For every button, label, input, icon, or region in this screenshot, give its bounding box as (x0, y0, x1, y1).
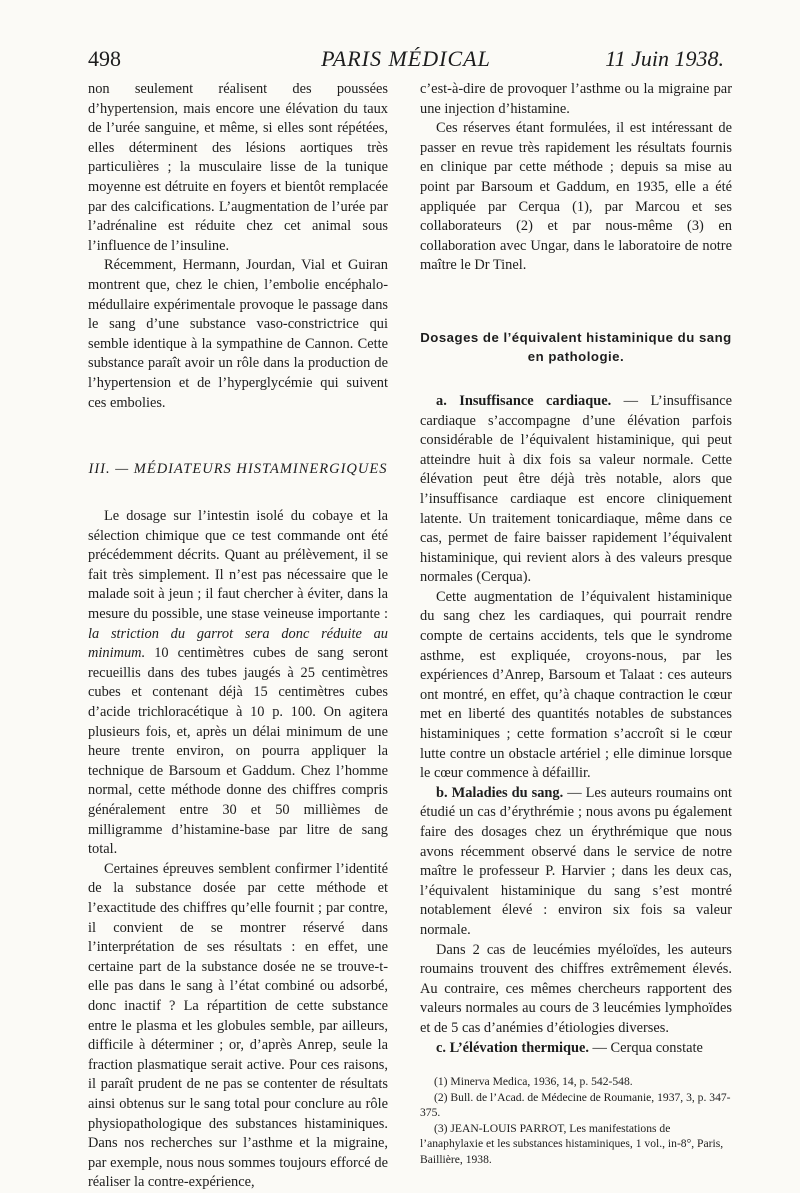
paragraph: c’est-à-dire de provoquer l’asthme ou la migraine par une injection d’histamine. (420, 81, 732, 117)
running-header (88, 44, 724, 80)
paragraph: Cette augmentation de l’équivalent histaminique du sang chez les cardiaques, qui pourrait rendre compte de certains accidents, tels que le syndrome asthme, est expliquée, croyons-nous, par les expériences d’Anrep, Barsoum et Talaat : ces auteurs ont montré, en effet, qu’à chaque contraction le cœur met en liberté des quantités notables de substances histaminiques ; cette formation s’accroît si le cœur lutte contre un obstacle artériel ; elle diminue lorsque le cœur commence à défaillir. (420, 588, 732, 782)
right-column (420, 80, 732, 1167)
paragraph: Récemment, Hermann, Jourdan, Vial et Guiran montrent que, chez le chien, l’embolie encéphalo-médullaire expérimentale provoque le passage dans le sang d’une substance vaso-constrictrice qui semble identique à la sympathine de Cannon. Cette substance paraît avoir un rôle dans la production de l’hypertension et de l’hyperglycémie qui suivent ces embolies. (88, 257, 388, 411)
footnote: (2) Bull. de l’Acad. de Médecine de Roumanie, 1937, 3, p. 347-375. (420, 1090, 731, 1120)
paragraph-text: 10 centimètres cubes de sang seront recueillis dans des tubes jaugés à 25 centimètres cubes et contenant déjà 15 centimètres cubes d’acide trichloracétique à 10 p. 100. On agitera plusieurs fois, et, après un délai minimum de une heure trente environ, on pourra appliquer la technique de Barsoum et Gaddum. Chez l’homme normal, cette méthode donne des chiffres compris généralement entre 30 et 50 millièmes de milligramme d’histamine-base par litre de sang total. (88, 645, 388, 858)
paragraph (88, 507, 388, 860)
item-lead: a. Insuffisance cardiaque. (436, 392, 612, 409)
journal-title: PARIS MÉDICAL (321, 46, 491, 71)
page-number: 498 (88, 46, 121, 71)
paragraph-text: — Cerqua constate (588, 1039, 703, 1056)
issue-date: 11 Juin 1938. (605, 46, 724, 71)
paragraph-text: — Les auteurs roumains ont étudié un cas d’érythrémie ; nous avons pu également faire des dosages chez un érythrémique que nous avons récemment observé dans le service de notre maître le professeur P. Harvier ; dans les deux cas, l’équivalent histaminique du sang s’est montré notablement élevé : environ six fois sa valeur normale. (420, 784, 732, 938)
paragraph (420, 392, 732, 588)
paragraph-text: Le dosage sur l’intestin isolé du cobaye et la sélection chimique que ce test commande ont été précédemment décrits. Quant au prélèvement, il se fait très simplement. Il n’est pas nécessaire que le malade soit à jeun ; il faut chercher à éviter, dans la mesure du possible, une stase veineuse importante : (88, 508, 388, 623)
paragraph-text: — L’insuffisance cardiaque s’accompagne d’une élévation parfois considérable de l’équivalent histaminique, qui peut atteindre huit à dix fois sa valeur normale. Cette élévation peut être déjà très notable, alors que l’insuffisance cardiaque est encore cliniquement latente. Un traitement tonicardiaque, même dans ce cas, permet de faire baisser rapidement l’équivalent histaminique, qui revient alors à des valeurs presque normales (Cerqua). (420, 392, 732, 586)
paragraph: Ces réserves étant formulées, il est intéressant de passer en revue très rapidement les résultats fournis en clinique par cette méthode ; depuis sa mise au point par Barsoum et Gaddum, en 1935, elle a été appliquée par Cerqua (1), par Marcou et ses collaborateurs (2) et par nous-même (3) en collaboration avec Ungar, dans le laboratoire de notre maître le Dr Tinel. (420, 120, 732, 274)
item-lead: b. Maladies du sang. (436, 784, 564, 801)
left-column (88, 80, 388, 1193)
subsection-heading: Dosages de l’équivalent histaminique du sang en pathologie. (420, 329, 732, 364)
item-lead: c. L’élévation thermique. (436, 1039, 589, 1056)
section-heading: III. — MÉDIATEURS HISTAMINERGIQUES (88, 461, 388, 478)
paragraph (420, 1039, 732, 1059)
paragraph (420, 784, 732, 941)
footnote: (3) JEAN-LOUIS PARROT, Les manifestations de l’anaphylaxie et les substances histaminiques, 1 vol., in-8°, Paris, Baillière, 1938. (420, 1121, 724, 1166)
paragraph: Certaines épreuves semblent confirmer l’identité de la substance dosée par cette méthode et l’exactitude des chiffres qu’elle fournit ; par contre, il convient de se montrer réservé dans l’interprétation de ses résultats : en effet, une certaine part de la substance dosée ne se trouve-t-elle pas dans le sang à l’état combiné ou adsorbé, donc inactif ? La répartition de cette substance entre le plasma et les globules semble, par ailleurs, difficile à déterminer ; or, d’après Anrep, seule la fraction plasmatique serait active. Pour ces raisons, il paraît prudent de ne pas se contenter de résultats ainsi obtenus sur le sang total pour conclure au rôle physiopathologique des substances histaminiques. Dans nos recherches sur l’asthme et la migraine, par exemple, nous nous sommes toujours efforcé de réaliser la contre-expérience, (88, 860, 388, 1191)
paragraph: non seulement réalisent des poussées d’hypertension, mais encore une élévation du taux de l’urée sanguine, et même, si elles sont répétées, elles déterminent des lésions aortiques très particulières ; la musculaire lisse de la tunique moyenne est détruite en foyers et bientôt remplacée par des calcifications. L’augmentation de l’urée par l’adrénaline est réduite chez cet animal sous l’influence de l’insuline. (88, 81, 388, 254)
paragraph: Dans 2 cas de leucémies myéloïdes, les auteurs roumains trouvent des chiffres extrêmement élevés. Au contraire, ces mêmes chercheurs rapportent des valeurs normales au cours de 3 leucémies lymphoïdes et de 5 cas d’anémies d’étiologies diverses. (420, 941, 732, 1036)
footnotes (420, 1074, 732, 1167)
italic-phrase: la striction du garrot sera donc réduite au minimum. (88, 625, 388, 662)
footnote: (1) Minerva Medica, 1936, 14, p. 542-548. (434, 1075, 633, 1089)
